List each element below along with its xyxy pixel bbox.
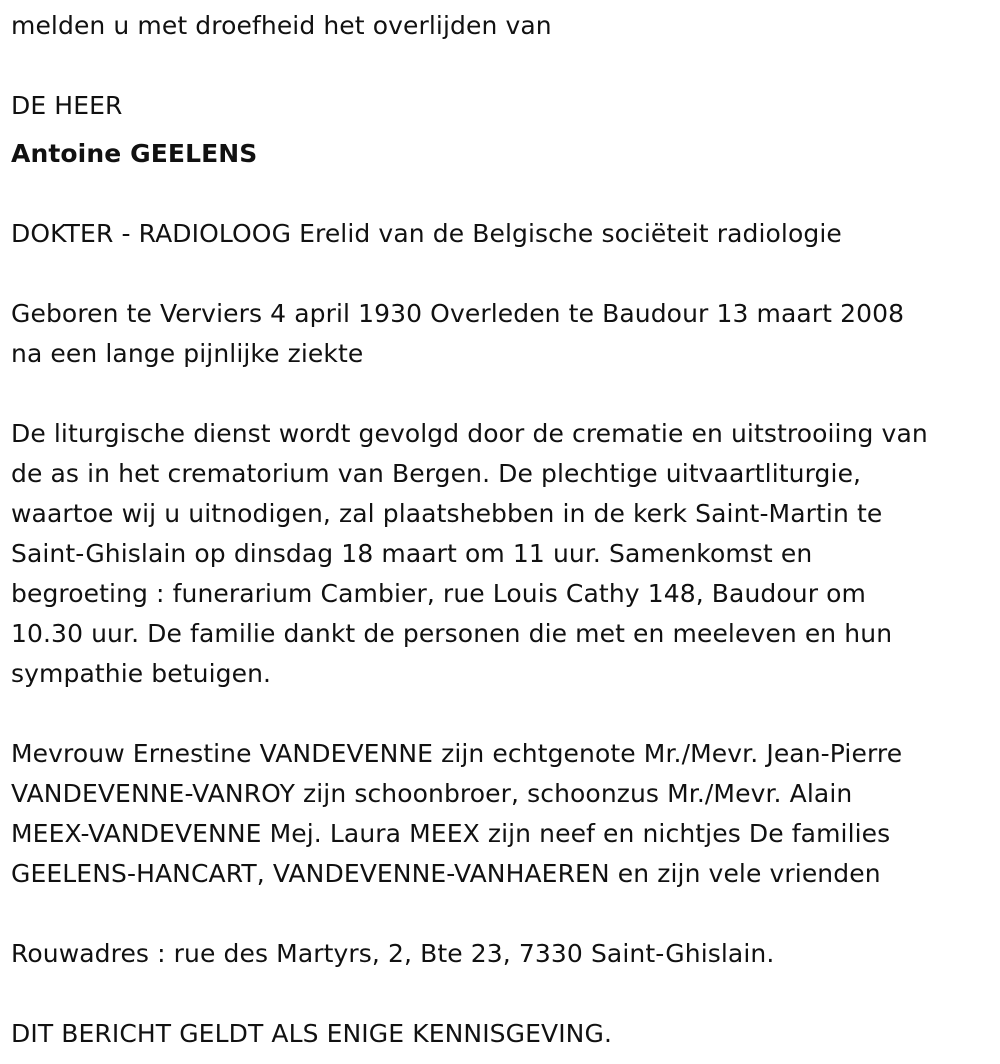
service-line: de as in het crematorium van Bergen. De plechtige uitvaartliturgie, (11, 459, 862, 488)
service-line: De liturgische dienst wordt gevolgd door de crematie en uitstrooiing van (11, 419, 928, 448)
birth-death-block (11, 294, 904, 374)
birth-death-line: na een lange pijnlijke ziekte (11, 339, 364, 368)
deceased-name: Antoine GEELENS (11, 139, 258, 168)
service-line: Saint-Ghislain op dinsdag 18 maart om 11 uur. Samenkomst en (11, 539, 813, 568)
service-line: waartoe wij u uitnodigen, zal plaatshebben in de kerk Saint-Martin te (11, 499, 883, 528)
family-line: GEELENS-HANCART, VANDEVENNE-VANHAEREN en zijn vele vrienden (11, 859, 881, 888)
family-line: VANDEVENNE-VANROY zijn schoonbroer, schoonzus Mr./Mevr. Alain (11, 779, 853, 808)
mourning-address: Rouwadres : rue des Martyrs, 2, Bte 23, 7330 Saint-Ghislain. (11, 939, 775, 968)
family-paragraph (11, 734, 902, 894)
service-line: 10.30 uur. De familie dankt de personen die met en meeleven en hun (11, 619, 893, 648)
intro-text: melden u met droefheid het overlijden van (11, 11, 552, 40)
family-line: MEEX-VANDEVENNE Mej. Laura MEEX zijn neef en nichtjes De families (11, 819, 891, 848)
profession-text: DOKTER - RADIOLOOG Erelid van de Belgische sociëteit radiologie (11, 219, 842, 248)
honorific-title: DE HEER (11, 91, 123, 120)
family-line: Mevrouw Ernestine VANDEVENNE zijn echtgenote Mr./Mevr. Jean-Pierre (11, 739, 903, 768)
service-line: begroeting : funerarium Cambier, rue Louis Cathy 148, Baudour om (11, 579, 867, 608)
birth-death-line: Geboren te Verviers 4 april 1930 Overleden te Baudour 13 maart 2008 (11, 299, 905, 328)
service-paragraph (11, 414, 928, 694)
closing-notice: DIT BERICHT GELDT ALS ENIGE KENNISGEVING. (11, 1019, 612, 1048)
service-line: sympathie betuigen. (11, 659, 272, 688)
